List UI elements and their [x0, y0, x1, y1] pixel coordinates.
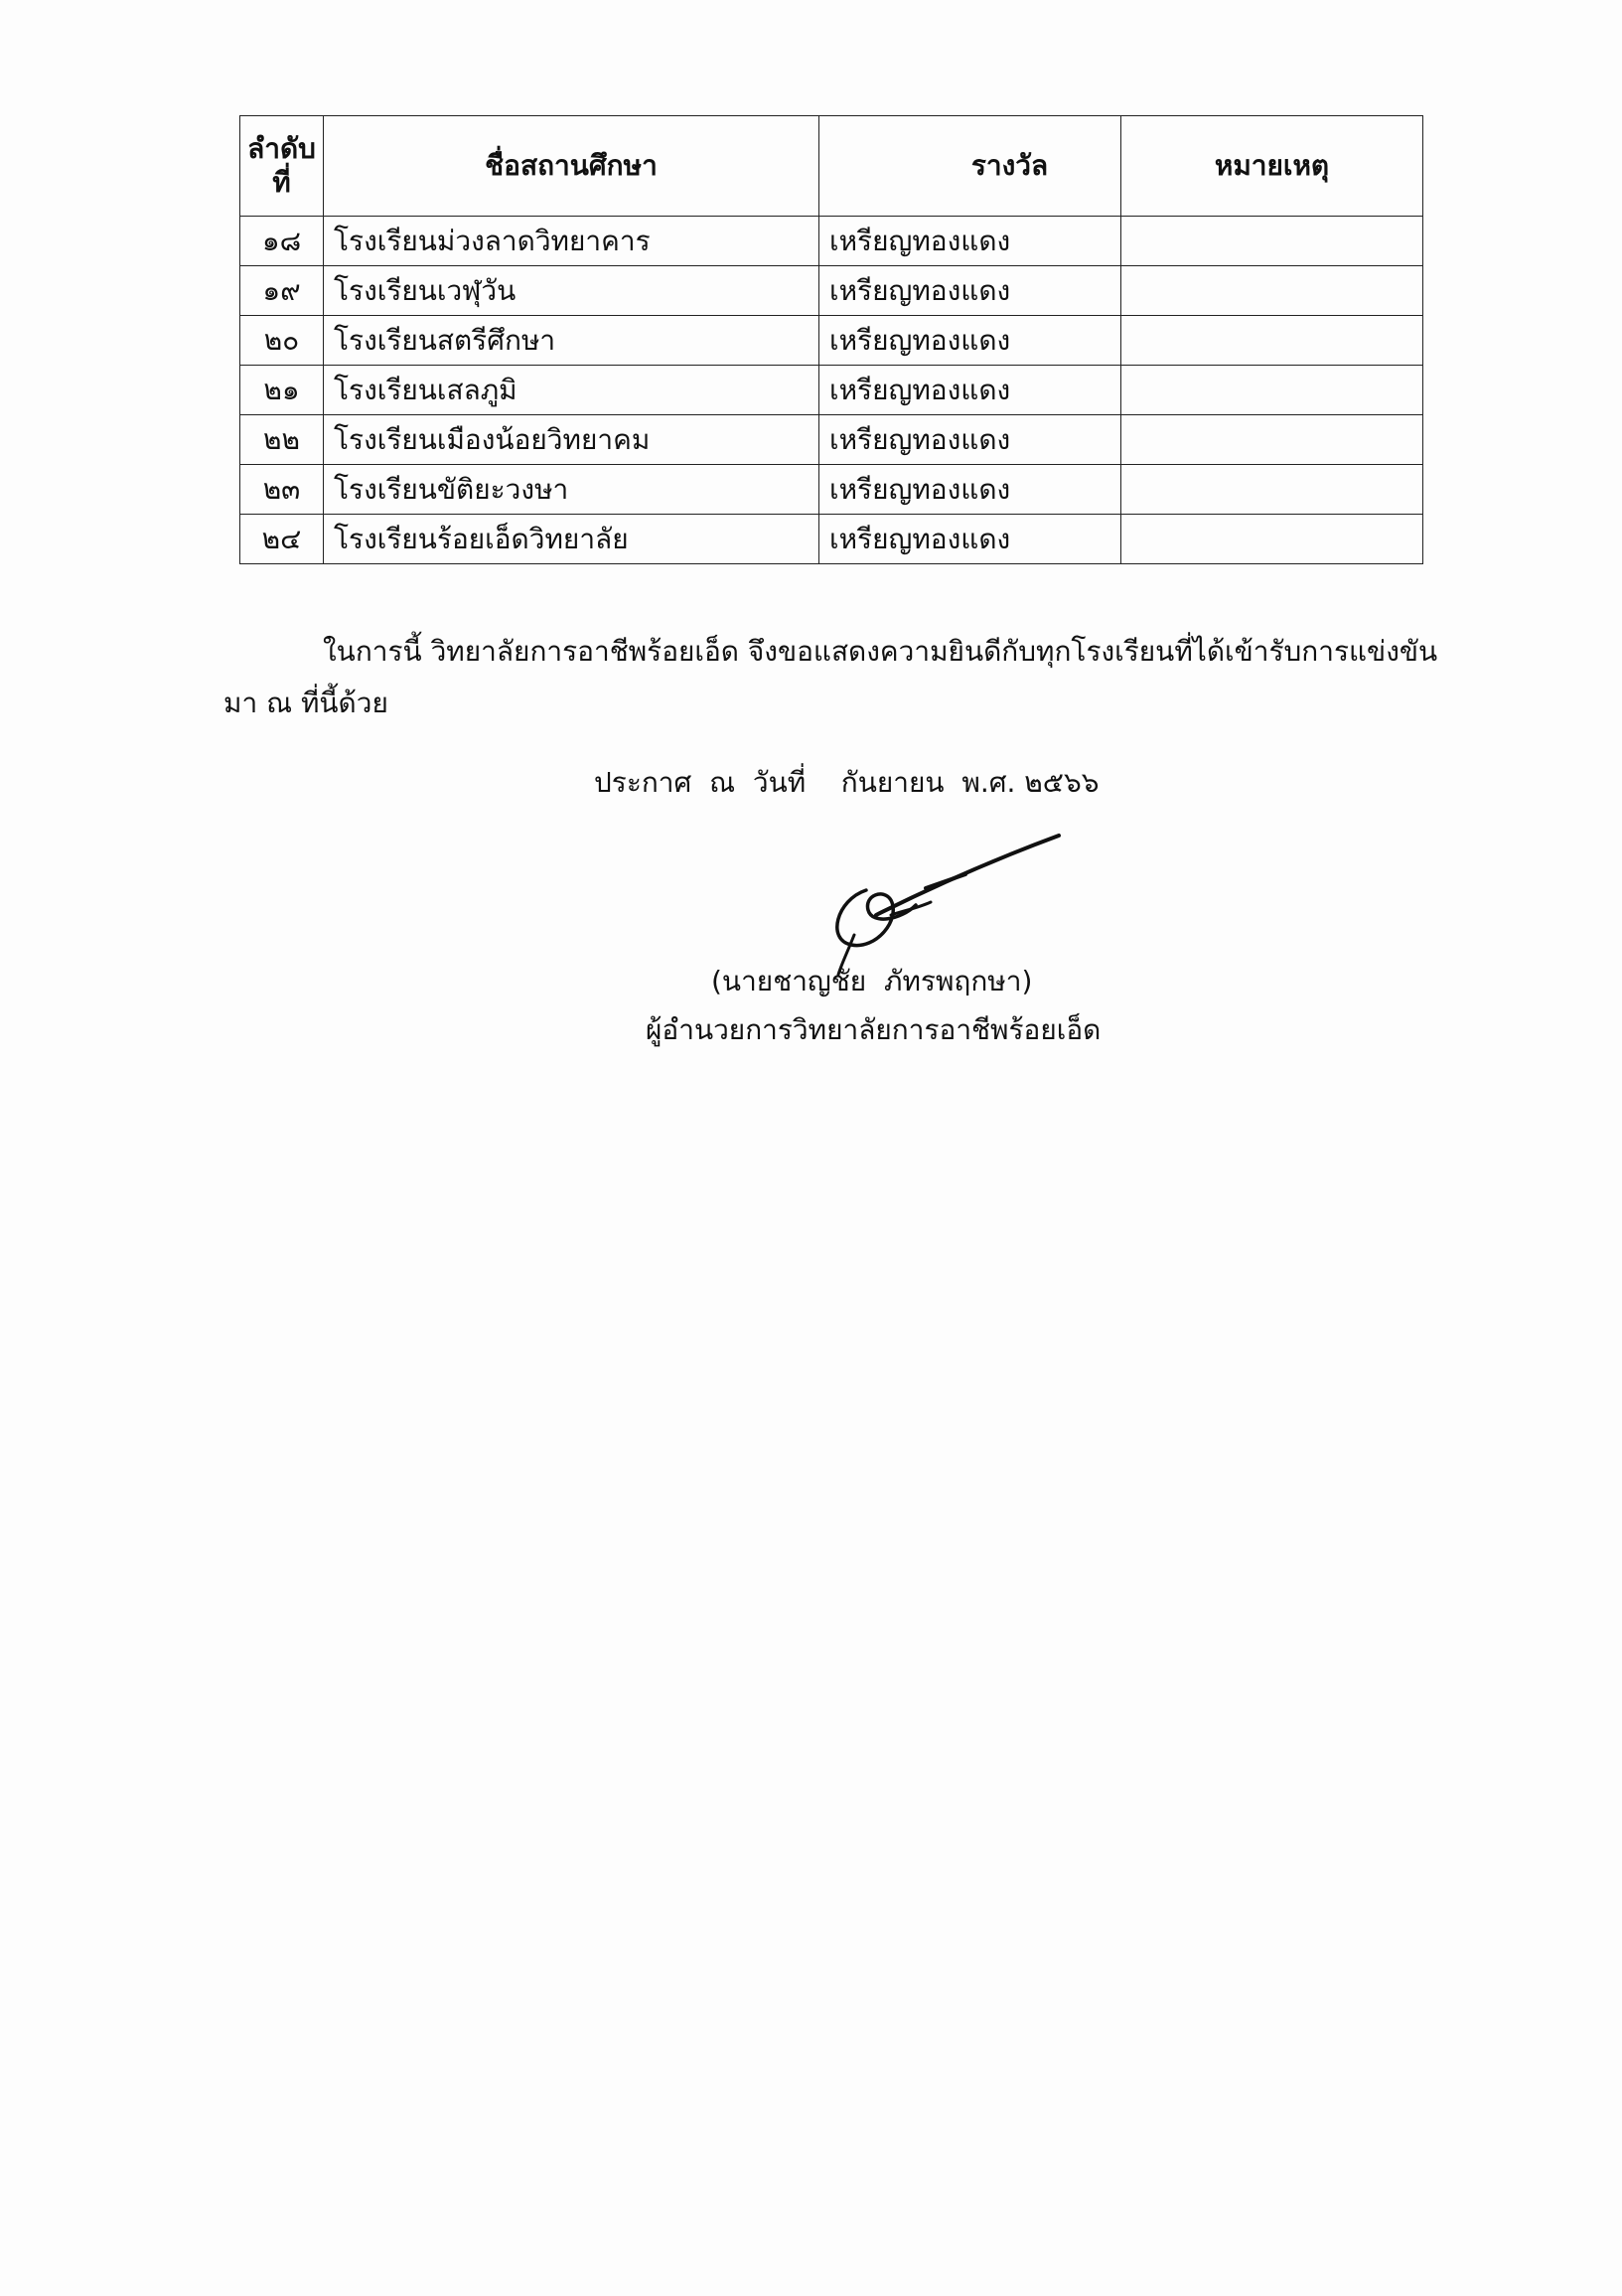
row-award: เหรียญทองแดง — [819, 266, 1121, 316]
row-number: ๒๐ — [240, 316, 324, 366]
row-school-name: โรงเรียนเสลภูมิ — [324, 366, 819, 415]
row-number: ๑๘ — [240, 217, 324, 266]
signer-name: (นายชาญชัย ภัทรพฤกษา) — [711, 965, 1033, 997]
row-award: เหรียญทองแดง — [819, 465, 1121, 515]
row-school-name: โรงเรียนร้อยเอ็ดวิทยาลัย — [324, 515, 819, 564]
paragraph-line-1: ในการนี้ วิทยาลัยการอาชีพร้อยเอ็ด จึงขอแสดงความยินดีกับทุกโรงเรียนที่ได้เข้ารับการแข่งขัน — [323, 635, 1438, 668]
row-number: ๒๔ — [240, 515, 324, 564]
table-row — [240, 515, 1423, 564]
row-note — [1121, 465, 1423, 515]
table-row — [240, 217, 1423, 266]
row-school-name: โรงเรียนเวฬุวัน — [324, 266, 819, 316]
row-number: ๒๓ — [240, 465, 324, 515]
row-note — [1121, 515, 1423, 564]
row-award: เหรียญทองแดง — [819, 415, 1121, 465]
row-note — [1121, 266, 1423, 316]
header-number: ลำดับ ที่ — [240, 116, 324, 217]
row-school-name: โรงเรียนขัติยะวงษา — [324, 465, 819, 515]
row-note — [1121, 316, 1423, 366]
table-row — [240, 465, 1423, 515]
header-award-label: รางวัล — [970, 149, 1049, 183]
header-school-name — [324, 116, 819, 217]
row-award: เหรียญทองแดง — [819, 217, 1121, 266]
table-row — [240, 415, 1423, 465]
header-award — [819, 116, 1121, 217]
results-table — [239, 115, 1423, 564]
row-note — [1121, 217, 1423, 266]
signer-title: ผู้อำนวยการวิทยาลัยการอาชีพร้อยเอ็ด — [646, 1013, 1102, 1046]
header-school-name-label: ชื่อสถานศึกษา — [485, 149, 658, 183]
announcement-date: ประกาศ ณ วันที่ กันยายน พ.ศ. ๒๕๖๖ — [594, 766, 1100, 799]
row-award: เหรียญทองแดง — [819, 316, 1121, 366]
row-number: ๑๙ — [240, 266, 324, 316]
table-row — [240, 366, 1423, 415]
row-number: ๒๒ — [240, 415, 324, 465]
row-number: ๒๑ — [240, 366, 324, 415]
table-header-row — [240, 116, 1423, 217]
header-note: หมายเหตุ — [1121, 116, 1423, 217]
congratulation-paragraph — [223, 626, 1438, 729]
handwritten-signature — [807, 831, 1065, 980]
row-award: เหรียญทองแดง — [819, 515, 1121, 564]
table-row — [240, 316, 1423, 366]
row-note — [1121, 415, 1423, 465]
table-row — [240, 266, 1423, 316]
paragraph-line-2: มา ณ ที่นี้ด้วย — [223, 687, 388, 719]
row-note — [1121, 366, 1423, 415]
row-award: เหรียญทองแดง — [819, 366, 1121, 415]
row-school-name: โรงเรียนสตรีศึกษา — [324, 316, 819, 366]
row-school-name: โรงเรียนม่วงลาดวิทยาคาร — [324, 217, 819, 266]
row-school-name: โรงเรียนเมืองน้อยวิทยาคม — [324, 415, 819, 465]
